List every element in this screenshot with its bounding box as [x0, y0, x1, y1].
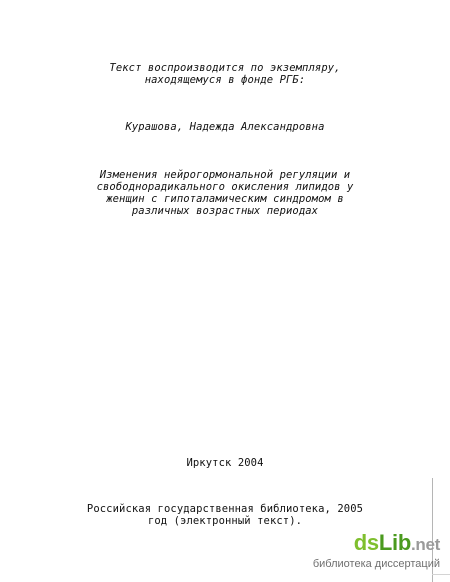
- source-notice-line-1: Текст воспроизводится по экземпляру,: [109, 62, 341, 74]
- title-line-3: женщин с гипоталамическим синдромом в: [106, 193, 344, 205]
- author-name: Курашова, Надежда Александровна: [125, 121, 325, 133]
- logo-net-text: .net: [410, 535, 440, 554]
- watermark-subtitle: библиотека диссертаций: [312, 558, 440, 570]
- source-notice: [0, 62, 450, 86]
- city-year: Иркутск 2004: [186, 457, 264, 469]
- dslib-watermark: [313, 532, 440, 570]
- title-line-4: различных возрастных периодах: [131, 205, 319, 217]
- library-note-line-2: год (электронный текст).: [147, 515, 303, 527]
- logo-lib-text: Lib: [378, 530, 411, 555]
- dissertation-title: [0, 169, 450, 217]
- title-line-2: свободнорадикального окисления липидов у: [96, 181, 354, 193]
- logo-ds-text: ds: [353, 530, 379, 555]
- library-note-line-1: Российская государственная библиотека, 2005: [86, 503, 364, 515]
- library-note: [0, 503, 450, 527]
- page-edge-divider-bottom: [432, 574, 450, 575]
- title-line-1: Изменения нейрогормональной регуляции и: [99, 169, 351, 181]
- source-notice-line-2: находящемуся в фонде РГБ:: [144, 74, 306, 86]
- dslib-logo: [313, 532, 440, 556]
